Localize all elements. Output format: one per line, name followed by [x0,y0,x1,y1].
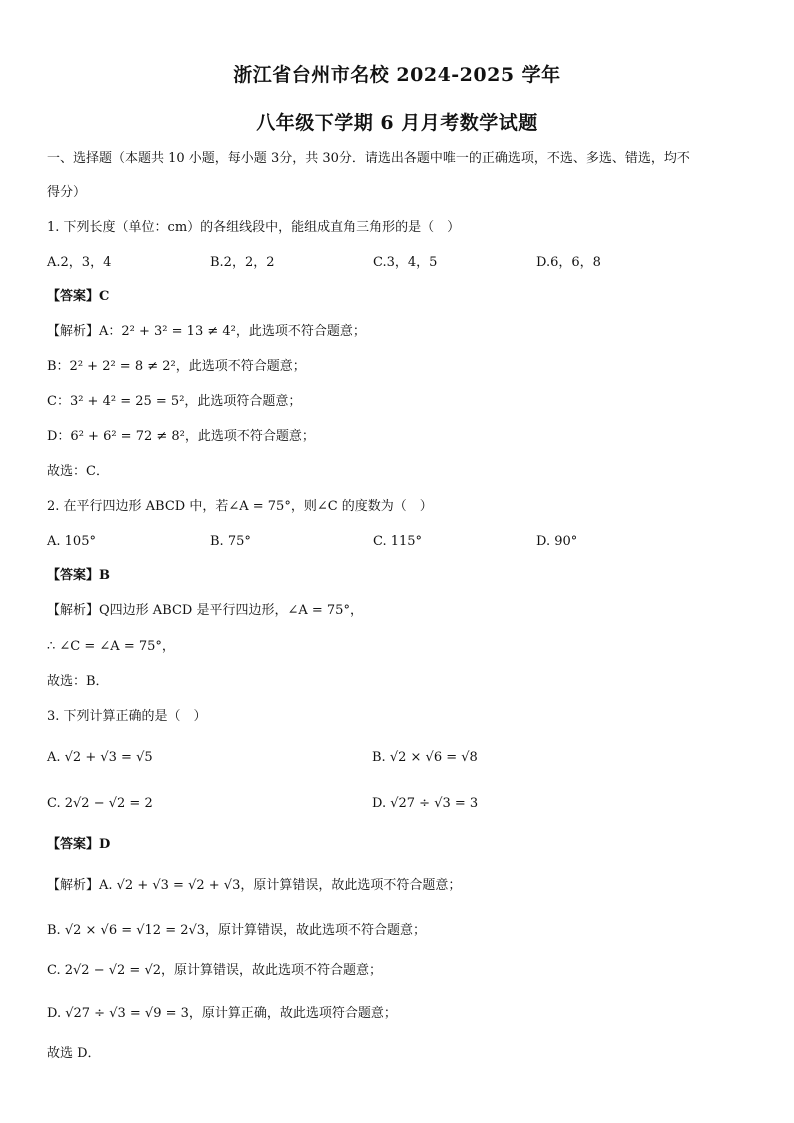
q1-stem: 1. 下列长度（单位：cm）的各组线段中，能组成直角三角形的是（ ） [47,220,461,235]
q1-analysis-c: C：3² + 4² = 25 = 5²，此选项符合题意； [47,394,302,409]
section-intro-line-1: 一、选择题（本题共 10 小题，每小题 3分，共 30分．请选出各题中唯一的正确选项，不选、多选、错选，均不 [47,151,690,166]
q2-option-a: A. 105° [47,534,96,549]
q1-analysis-b: B：2² + 2² = 8 ≠ 2²，此选项不符合题意； [47,359,306,374]
q3-option-d: D. √27 ÷ √3 = 3 [372,796,479,811]
q2-option-c: C. 115° [373,534,423,549]
q2-stem: 2. 在平行四边形 ABCD 中，若∠A = 75°，则∠C 的度数为（ ） [47,499,433,514]
q3-option-b: B. √2 × √6 = √8 [372,750,478,765]
q1-option-b: B.2，2，2 [210,255,275,270]
q3-analysis-d: D. √27 ÷ √3 = √9 = 3，原计算正确，故此选项符合题意； [47,1006,397,1021]
q3-option-a: A. √2 + √3 = √5 [47,750,153,765]
q2-conclusion: 故选：B． [47,674,109,689]
q3-conclusion: 故选 D． [47,1046,101,1061]
q1-analysis-a: 【解析】A：2² + 3² = 13 ≠ 4²，此选项不符合题意； [47,324,366,339]
q2-option-d: D. 90° [536,534,578,549]
q2-option-b: B. 75° [210,534,251,549]
q1-answer: 【答案】C [47,289,110,304]
title-line-1: 浙江省台州市名校 2024-2025 学年 [233,64,561,86]
q3-analysis-c: C. 2√2 − √2 = √2，原计算错误，故此选项不符合题意； [47,963,382,978]
q2-analysis-2: ∴ ∠C = ∠A = 75°， [47,639,175,654]
q3-answer: 【答案】D [47,837,111,852]
q1-option-a: A.2，3，4 [47,255,112,270]
q1-conclusion: 故选：C． [47,464,109,479]
q2-analysis-1: 【解析】Q四边形 ABCD 是平行四边形，∠A = 75°， [47,603,363,618]
q1-option-d: D.6，6，8 [536,255,601,270]
q3-stem: 3. 下列计算正确的是（ ） [47,709,207,724]
q2-answer: 【答案】B [47,568,110,583]
q3-option-c: C. 2√2 − √2 = 2 [47,796,153,811]
q1-option-c: C.3，4，5 [373,255,438,270]
q3-analysis-b: B. √2 × √6 = √12 = 2√3，原计算错误，故此选项不符合题意； [47,923,427,938]
title-line-2: 八年级下学期 6 月月考数学试题 [256,112,538,134]
q3-analysis-a: 【解析】A. √2 + √3 = √2 + √3，原计算错误，故此选项不符合题意； [47,878,462,893]
section-intro-line-2: 得分） [47,185,87,200]
q1-analysis-d: D：6² + 6² = 72 ≠ 8²，此选项不符合题意； [47,429,315,444]
